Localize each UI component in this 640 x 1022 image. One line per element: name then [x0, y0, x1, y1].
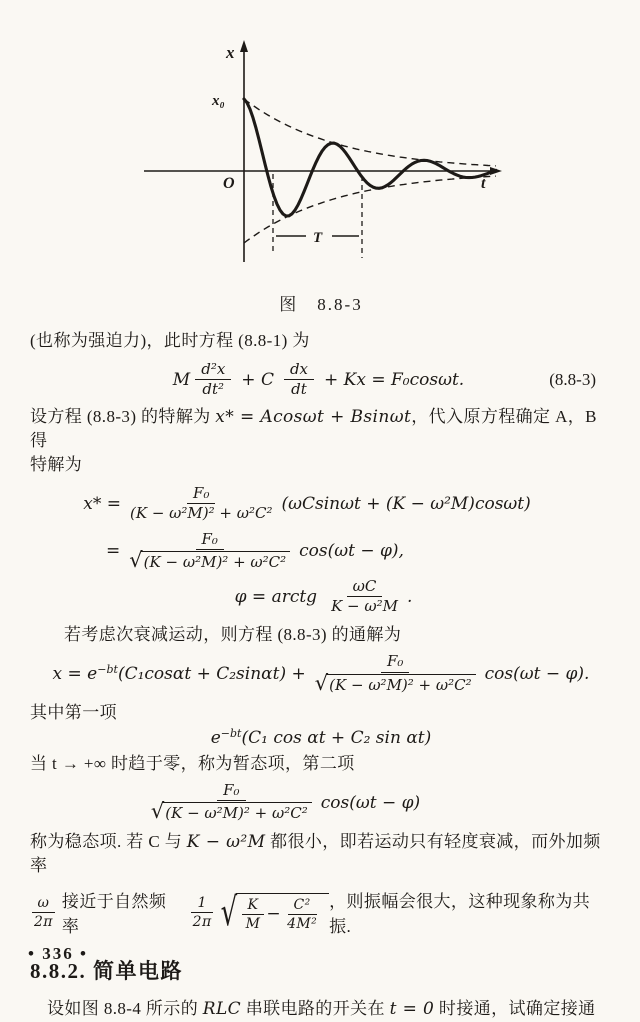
paragraph-resonance [30, 887, 612, 937]
x-axis-arrow-icon [240, 40, 248, 52]
eq5-sqrt: √ (K − ω²M)² + ω²C² [311, 673, 480, 695]
eq1-frac1: $\frac{\text{d²x}}{\text{dt²}}$ [195, 361, 231, 399]
x-axis-label: x [226, 43, 235, 62]
eq5-rhs: cos(ωt − φ). [484, 664, 590, 684]
paragraph-transient: 当 t → +∞ 时趋于零，称为暂态项，第二项 [30, 753, 355, 773]
paragraph-particular-solution-line2: 特解为 [30, 454, 83, 474]
minus-sign: − [266, 904, 282, 925]
upper-envelope-dashed [244, 99, 496, 166]
eq1-lead: M [172, 369, 191, 390]
eq6-body: $e^{-bt}(C_1$ cos αt + C₂ sin αt) [210, 726, 432, 748]
radical-icon: √ [129, 547, 143, 572]
resonance-mid-text: 接近于自然频率 [61, 892, 167, 937]
equation-8-8-3 [30, 361, 612, 399]
radical-icon: √ [220, 890, 238, 936]
origin-label: O [223, 175, 235, 192]
equation-transient-term [30, 728, 612, 748]
equation-general-solution [30, 653, 612, 694]
equation-xstar-line1 [16, 485, 598, 523]
eq5-exponent: −bt [97, 663, 118, 676]
eq5-frac: F₀ √ (K − ω²M)² + ω²C² [311, 653, 480, 694]
eq6-exponent: −bt [220, 726, 242, 740]
eq2-rhs: (ωCsinωt + (K − ω²M)cosωt) [281, 493, 531, 514]
eq1-tail: + Kx = F₀cosωt. [324, 369, 465, 390]
radical-icon: √ [314, 670, 329, 695]
paragraph-steady-state: 称为稳态项. 若 C 与 K − ω²M 都很小，即若运动只有轻度衰减，而外加频率 [30, 832, 601, 876]
eq7-sqrt: √ (K − ω²M)² + ω²C² [147, 801, 316, 823]
figure-block [30, 34, 612, 315]
eq4-frac: $\frac{\omega C}{\text{K − ω²M}}$ [331, 576, 398, 615]
equation-phase [30, 578, 612, 616]
radical-icon: √ [150, 799, 165, 824]
eq5-pre: $x = e^{-bt}(C_1\cos\alpha t + C_2\sin\alpha t)$ + [52, 663, 306, 684]
damped-curve [244, 99, 496, 216]
eq2-frac: $\frac{\text{F₀}}{\text{(K − ω²M)² + ω²C²}}$ [130, 484, 273, 523]
eq7-frac: F₀ √ (K − ω²M)² + ω²C² [147, 782, 316, 823]
eq2-lhs: x* = [83, 493, 121, 514]
omega-over-2pi-frac: $\frac{\omega}{2\pi}$ [30, 895, 57, 930]
eq3-rhs: cos(ωt − φ), [299, 541, 404, 562]
one-over-2pi-frac: $\frac{1}{2\pi}$ [192, 894, 212, 930]
paragraph-particular-solution: 设方程 (8.8-3) 的特解为 x* = Acosωt + Bsinωt，代入原方程确定 A，B 得 [30, 406, 597, 450]
eq4-tail: . [406, 586, 413, 607]
x0-label: x₀ [212, 93, 225, 109]
equation-number: (8.8-3) [549, 369, 596, 389]
equation-xstar-line2 [0, 531, 546, 572]
paragraph-forcing-intro: (也称为强迫力)，此时方程 (8.8-1) 为 [30, 331, 310, 350]
natural-frequency-sqrt [220, 890, 330, 936]
eq4-lhs: φ = arctg [234, 586, 318, 607]
eq3-frac: F₀ √ (K − ω²M)² + ω²C² [125, 531, 294, 572]
paragraph-rlc-circuit: 设如图 8.8-4 所示的 RLC 串联电路的开关在 t = 0 时接通，试确定接通 [47, 999, 596, 1020]
damped-oscillation-figure [126, 34, 530, 278]
eq3-sqrt: √ (K − ω²M)² + ω²C² [125, 550, 294, 572]
eq7-rhs: cos(ωt − φ) [320, 792, 421, 813]
eq1-op1: + C [241, 369, 274, 390]
page-number: • 336 • [28, 944, 88, 963]
section-heading-8-8-2: 8.8.2. 简单电路 [30, 959, 183, 984]
t-axis-label: t [481, 175, 486, 192]
k-over-m-frac: $\frac{K}{M}$ [242, 897, 265, 932]
equation-steady-term [0, 782, 572, 823]
paragraph-general-solution: 若考虑次衰减运动，则方程 (8.8-3) 的通解为 [64, 625, 402, 645]
eq1-frac2: $\frac{dx}{dt}$ [284, 361, 314, 399]
period-label: T [313, 230, 323, 246]
resonance-tail-text: ，则振幅会很大，这种现象称为共振. [329, 892, 591, 937]
paragraph-first-term: 其中第一项 [30, 702, 117, 722]
figure-caption: 图 8.8-3 [279, 295, 363, 314]
eq3-lhs: = [106, 541, 121, 562]
c2-over-4m2-frac: $\frac{\text{C²}}{\text{4M²}}$ [287, 896, 318, 932]
